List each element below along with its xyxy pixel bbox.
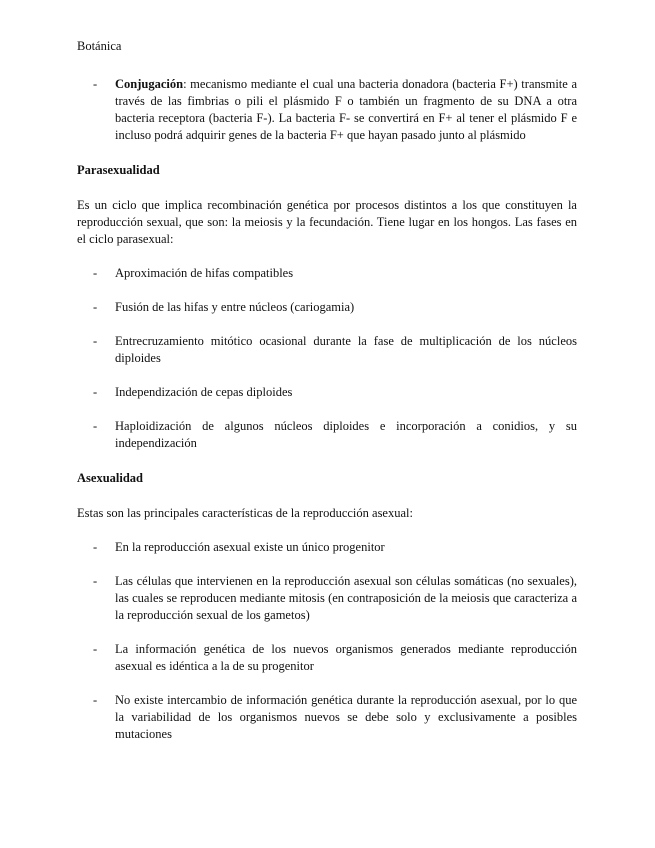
- list-item-text: Fusión de las hifas y entre núcleos (cariogamia): [115, 300, 355, 314]
- parasexualidad-intro: Es un ciclo que implica recombinación genética por procesos distintos a los que constituyen la reproducción sexual, que son: la meiosis y la fecundación. Tiene lugar en los hongos. Las fases en el ciclo parasexual:: [77, 198, 577, 246]
- bullet-dash: -: [93, 574, 98, 588]
- list-item-text: Entrecruzamiento mitótico ocasional durante la fase de multiplicación de los núcleos diploides: [115, 334, 577, 365]
- asexualidad-intro: Estas son las principales características de la reproducción asexual:: [77, 506, 413, 520]
- list-item: [77, 539, 577, 556]
- bullet-dash: -: [93, 266, 98, 280]
- section-heading-parasexualidad: Parasexualidad: [77, 163, 160, 177]
- list-item: [77, 573, 577, 624]
- bullet-dash: -: [93, 419, 98, 433]
- list-item: [77, 641, 577, 675]
- list-item: [77, 418, 577, 452]
- list-item-conjugacion: [77, 76, 577, 144]
- bullet-dash: -: [93, 300, 98, 314]
- bullet-dash: -: [93, 642, 98, 656]
- list-item-text: Independización de cepas diploides: [115, 385, 293, 399]
- list-item-text: La información genética de los nuevos organismos generados mediante reproducción asexual es idéntica a la de su progenitor: [115, 642, 577, 673]
- conjugacion-term: Conjugación: [115, 77, 184, 91]
- bullet-dash: -: [93, 385, 98, 399]
- conjugacion-text: : mecanismo mediante el cual una bacteria donadora (bacteria F+) transmite a través de las fimbrias o pili el plásmido F o también un fragmento de su DNA a otra bacteria receptora (bacteria F-). La bacteria F- se convertirá en F+ al tener el plásmido F e incluso podrá adquirir genes de la bacteria F+ que hayan pasado junto al plásmido: [115, 77, 577, 142]
- page-header: Botánica: [77, 39, 122, 53]
- list-item: [77, 384, 577, 401]
- bullet-dash: -: [93, 77, 98, 91]
- document-body: [77, 76, 577, 743]
- list-item-text: Haploidización de algunos núcleos diploides e incorporación a conidios, y su independización: [115, 419, 577, 450]
- list-item: [77, 692, 577, 743]
- list-item-text: Aproximación de hifas compatibles: [115, 266, 294, 280]
- section-heading-asexualidad: Asexualidad: [77, 471, 143, 485]
- list-item: [77, 265, 577, 282]
- list-item-text: En la reproducción asexual existe un único progenitor: [115, 540, 385, 554]
- bullet-dash: -: [93, 693, 98, 707]
- list-item: [77, 299, 577, 316]
- list-item-text: No existe intercambio de información genética durante la reproducción asexual, por lo que la variabilidad de los organismos nuevos se debe solo y exclusivamente a posibles mutaciones: [115, 693, 577, 741]
- bullet-dash: -: [93, 334, 98, 348]
- bullet-dash: -: [93, 540, 98, 554]
- list-item: [77, 333, 577, 367]
- list-item-text: Las células que intervienen en la reproducción asexual son células somáticas (no sexuales), las cuales se reproducen mediante mitosis (en contraposición de la meiosis que caracteriza a la reproducción sexual de los gametos): [115, 574, 577, 622]
